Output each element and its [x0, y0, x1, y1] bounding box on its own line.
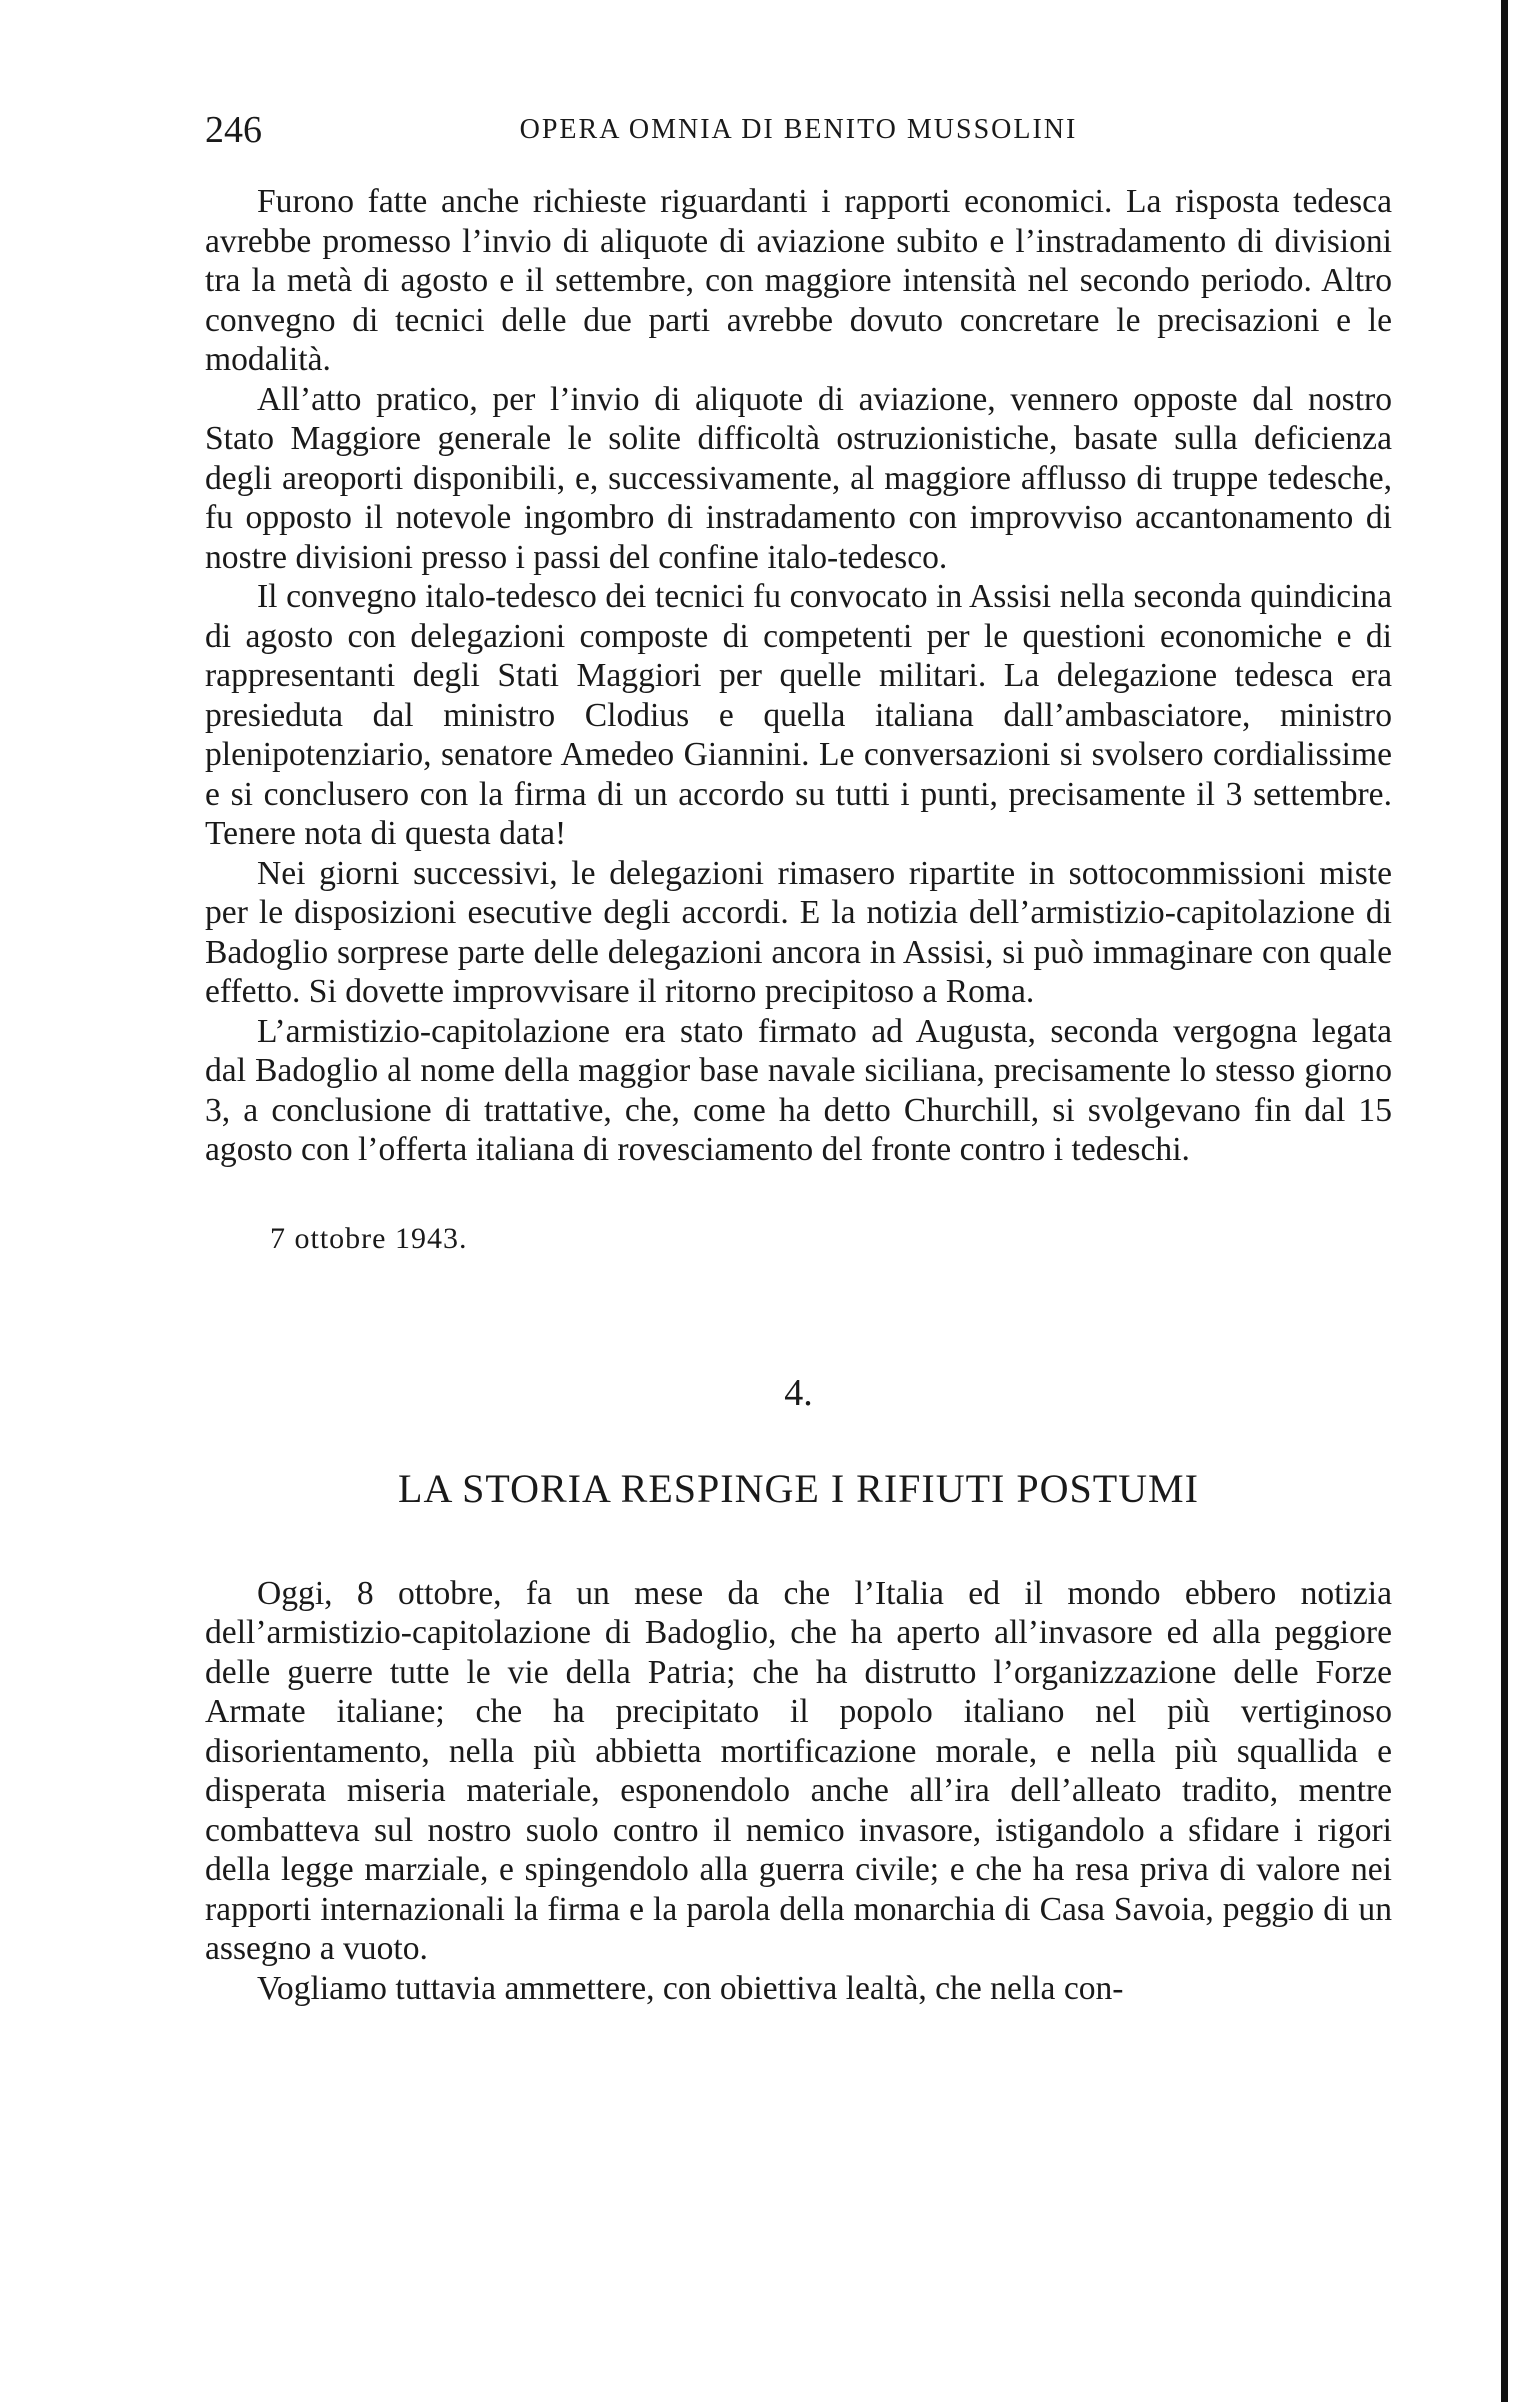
paragraph: Oggi, 8 ottobre, fa un mese da che l’Italia ed il mondo ebbero notizia dell’armistizio-capitolazione di Badoglio, che ha aperto all’invasore ed alla peggiore delle guerre tutte le vie della Patria; che ha distrutto l’organizzazione delle Forze Armate italiane; che ha precipitato il popolo italiano nel più vertiginoso disorientamento, nella più abbietta mortificazione morale, e nella più squallida e disperata miseria materiale, esponendolo anche all’ira dell’alleato tradito, mentre combatteva sul nostro suolo contro il nemico invasore, istigandolo a sfidare i rigori della legge marziale, e spingendolo alla guerra civile; e che ha resa priva di valore nei rapporti internazionali la firma e la parola della monarchia di Casa Savoia, peggio di un assegno a vuoto.	[205, 1574, 1392, 1967]
paragraph: L’armistizio-capitolazione era stato firmato ad Augusta, seconda vergogna legata dal Badoglio al nome della maggior base navale siciliana, precisamente lo stesso giorno 3, a conclusione di trattative, che, come ha detto Churchill, si svolgevano fin dal 15 agosto con l’offerta italiana di rovesciamento del fronte contro i tedeschi.	[205, 1012, 1392, 1168]
paragraph: Vogliamo tuttavia ammettere, con obiettiva lealtà, che nella con-	[257, 1969, 1124, 2007]
running-title: OPERA OMNIA DI BENITO MUSSOLINI	[519, 114, 1078, 145]
page-edge-line	[1501, 0, 1508, 2402]
paragraph: All’atto pratico, per l’invio di aliquote di aviazione, vennero opposte dal nostro Stato Maggiore generale le solite difficoltà ostruzionistiche, basate sulla deficienza degli areoporti disponibili, e, successivamente, al maggiore afflusso di truppe tedesche, fu opposto il notevole ingombro di instradamento con improvviso accantonamento di nostre divisioni presso i passi del confine italo-tedesco.	[205, 380, 1392, 576]
section-title: LA STORIA RESPINGE I RIFIUTI POSTUMI	[398, 1465, 1199, 1511]
page-number: 246	[205, 109, 262, 151]
paragraph: Nei giorni successivi, le delegazioni rimasero ripartite in sottocommissioni miste per le disposizioni esecutive degli accordi. E la notizia dell’armistizio-capitolazione di Badoglio sorprese parte delle delegazioni ancora in Assisi, si può immaginare con quale effetto. Si dovette improvvisare il ritorno precipitoso a Roma.	[205, 854, 1392, 1010]
article-end	[205, 182, 1392, 1170]
section-body	[205, 1574, 1392, 2009]
section-number: 4.	[784, 1371, 813, 1414]
paragraph: Furono fatte anche richieste riguardanti i rapporti economici. La risposta tedesca avrebbe promesso l’invio di aliquote di aviazione subito e l’instradamento di divisioni tra la metà di agosto e il settembre, con maggiore intensità nel secondo periodo. Altro convegno di tecnici delle due parti avrebbe dovuto concretare le precisazioni e le modalità.	[205, 183, 1392, 378]
book-page	[205, 108, 1392, 2008]
page-header	[205, 108, 1392, 168]
article-date: 7 ottobre 1943.	[270, 1221, 468, 1255]
paragraph: Il convegno italo-tedesco dei tecnici fu convocato in Assisi nella seconda quindicina di agosto con delegazioni composte di competenti per le questioni economiche e di rappresentanti degli Stati Maggiori per quelle militari. La delegazione tedesca era presieduta dal ministro Clodius e quella italiana dall’ambasciatore, ministro plenipotenziario, senatore Amedeo Giannini. Le conversazioni si svolsero cordialissime e si conclusero con la firma di un accordo su tutti i punti, precisamente il 3 settembre. Tenere nota di questa data!	[205, 578, 1392, 852]
